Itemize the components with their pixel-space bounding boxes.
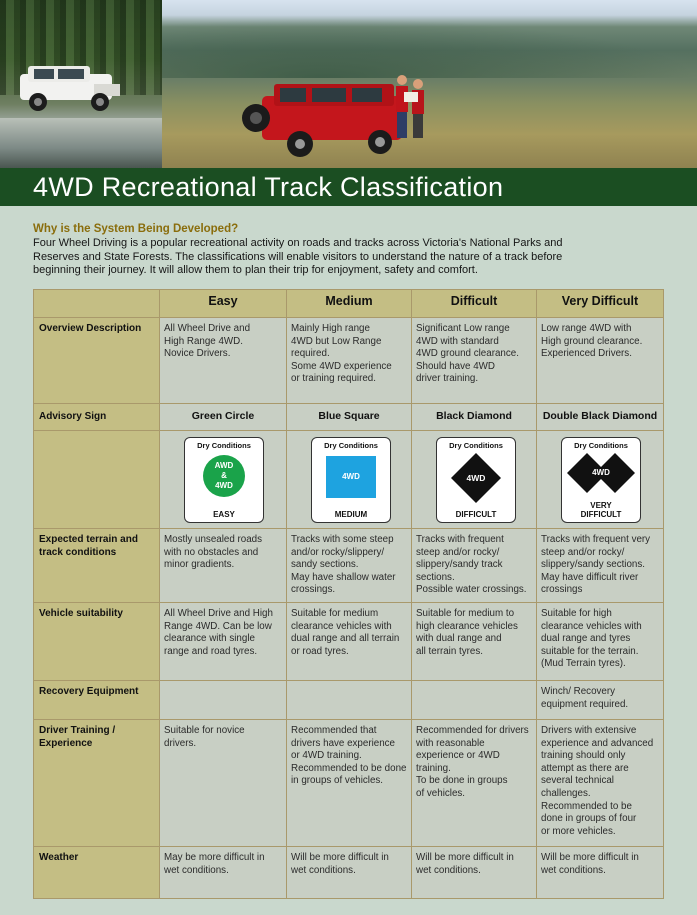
cell-line: equipment required.	[541, 698, 629, 710]
cell-training-medium	[286, 719, 412, 847]
intro-line: Reserves and State Forests. The classifications will enable visitors to understand the nature of a track before	[33, 250, 563, 263]
cell-line: in groups of vehicles.	[291, 775, 384, 787]
cell-line: Significant Low range	[416, 323, 510, 334]
cell-line: Recommended for drivers	[416, 725, 529, 736]
cell-line: May be more difficult in	[164, 852, 265, 863]
cell-line: Tracks with frequent very	[541, 534, 651, 545]
cell-line: Will be more difficult in	[291, 852, 389, 863]
cell-line: To be done in groups	[416, 775, 508, 787]
row-label-training	[33, 719, 160, 847]
advisory-easy: Green Circle	[159, 403, 287, 431]
cell-line: high clearance vehicles	[416, 620, 518, 632]
cell-line: suitable for the terrain.	[541, 645, 639, 657]
cell-terrain-medium	[286, 528, 412, 603]
cell-text	[416, 323, 534, 386]
cell-line: Drivers with extensive	[541, 725, 637, 736]
cell-line: May have shallow water	[291, 571, 396, 583]
cell-line: Novice Drivers.	[164, 348, 231, 360]
cell-text	[291, 534, 409, 597]
cell-line: or road tyres.	[291, 645, 349, 657]
cell-overview-difficult	[411, 317, 537, 404]
cell-line: Suitable for medium to	[416, 608, 515, 619]
cell-line: clearance vehicles with	[291, 620, 392, 632]
white-4wd-illustration	[14, 62, 126, 114]
cell-line: sections.	[416, 571, 455, 583]
cell-training-difficult	[411, 719, 537, 847]
cell-training-very-difficult	[536, 719, 664, 847]
cell-line: steep and/or rocky/	[416, 546, 500, 558]
row-label-text: Vehicle suitability	[39, 608, 123, 619]
cell-line: All Wheel Drive and	[164, 323, 251, 334]
table-corner-cell	[33, 289, 160, 318]
cell-line: wet conditions.	[541, 864, 606, 876]
advisory-difficult: Black Diamond	[411, 403, 537, 431]
mountain-photo	[162, 0, 697, 168]
cell-line: Should have 4WD	[416, 360, 495, 372]
cell-line: wet conditions.	[164, 864, 229, 876]
cell-text	[541, 534, 661, 597]
header-photos	[0, 0, 697, 168]
cell-text	[164, 725, 284, 750]
row-label-overview	[33, 317, 160, 404]
cell-weather-very-difficult	[536, 846, 664, 899]
cell-line: Winch/ Recovery	[541, 686, 616, 697]
cell-text	[541, 725, 661, 838]
cell-line: of vehicles.	[416, 787, 466, 799]
cell-text	[291, 725, 409, 788]
cell-line: crossings.	[291, 584, 336, 596]
cell-line: Possible water crossings.	[416, 584, 527, 596]
cell-text	[291, 852, 409, 877]
cell-line: Some 4WD experience	[291, 360, 392, 372]
cell-weather-difficult	[411, 846, 537, 899]
cell-overview-very-difficult	[536, 317, 664, 404]
cell-text	[291, 323, 409, 386]
cell-line: Mainly High range	[291, 323, 370, 334]
row-label-weather	[33, 846, 160, 899]
cell-weather-medium	[286, 846, 412, 899]
cell-line: range and road tyres.	[164, 645, 258, 657]
cell-terrain-very-difficult	[536, 528, 664, 603]
cell-line: 4WD ground clearance.	[416, 348, 519, 360]
cell-text	[164, 323, 284, 361]
column-header-very-difficult: Very Difficult	[536, 289, 664, 318]
easy-sign: Dry Conditions AWD & 4WD EASY	[184, 437, 264, 523]
cell-line: training should only	[541, 750, 626, 762]
cell-line: Tracks with some steep	[291, 534, 394, 545]
cell-line: wet conditions.	[416, 864, 481, 876]
cell-line: Will be more difficult in	[541, 852, 639, 863]
cell-line: Recommended that	[291, 725, 377, 736]
cell-line: done in groups of four	[541, 813, 637, 825]
row-label-text: Expected terrain and track conditions	[39, 534, 138, 558]
row-label-text: Driver Training / Experience	[39, 725, 116, 749]
cell-text	[416, 725, 534, 801]
cell-vehicle-easy	[159, 602, 287, 681]
cell-line: steep and/or rocky/	[541, 546, 625, 558]
cell-line: (Mud Terrain tyres).	[541, 658, 626, 670]
cell-terrain-difficult	[411, 528, 537, 603]
cell-text	[541, 608, 661, 671]
row-label-recovery	[33, 680, 160, 720]
cell-line: dual range and tyres	[541, 633, 631, 645]
cell-line: required.	[291, 348, 330, 360]
section-heading: Why is the System Being Developed?	[33, 223, 239, 235]
sign-cell-medium	[286, 430, 412, 529]
cell-text	[541, 686, 661, 711]
cell-line: driver training.	[416, 373, 479, 385]
intro-paragraph	[33, 237, 663, 278]
cell-text	[164, 852, 284, 877]
cell-line: Will be more difficult in	[416, 852, 514, 863]
cell-line: wet conditions.	[291, 864, 356, 876]
cell-recovery-medium	[286, 680, 412, 720]
cell-line: all terrain tyres.	[416, 645, 483, 657]
cell-line: attempt as there are	[541, 762, 629, 774]
signs-label-cell	[33, 430, 160, 529]
column-header-easy: Easy	[159, 289, 287, 318]
cell-overview-medium	[286, 317, 412, 404]
cell-text	[416, 852, 534, 877]
very-difficult-sign: Dry Conditions 4WD VERY DIFFICULT	[561, 437, 641, 523]
row-label-text: Recovery Equipment	[39, 686, 139, 697]
cell-line: and/or rocky/slippery/	[291, 546, 385, 558]
cell-line: Recommended to be done	[291, 762, 407, 774]
cell-line: High ground clearance.	[541, 335, 643, 347]
cell-overview-easy	[159, 317, 287, 404]
cell-line: Range 4WD. Can be low	[164, 620, 272, 632]
cell-line: with dual range and	[416, 633, 502, 645]
cell-line: with reasonable	[416, 737, 485, 749]
intro-line: Four Wheel Driving is a popular recreational activity on roads and tracks across Victoria's National Parks and	[33, 237, 563, 249]
forest-photo	[0, 0, 162, 168]
cell-recovery-very-difficult	[536, 680, 664, 720]
cell-line: clearance vehicles with	[541, 620, 642, 632]
cell-line: slippery/sandy sections.	[541, 559, 646, 571]
blue-square-icon: 4WD	[326, 456, 376, 498]
cell-text	[541, 323, 661, 361]
cell-text	[541, 852, 661, 877]
red-4wd-illustration	[240, 78, 415, 164]
cell-line: Suitable for novice	[164, 725, 245, 736]
people-reading-map-illustration	[390, 72, 430, 142]
page-title: 4WD Recreational Track Classification	[33, 172, 504, 202]
row-label-text: Overview Description	[39, 323, 142, 334]
cell-line: drivers.	[164, 737, 197, 749]
advisory-medium: Blue Square	[286, 403, 412, 431]
cell-line: with no obstacles and	[164, 546, 259, 558]
cell-recovery-difficult	[411, 680, 537, 720]
cell-line: Recommended to be	[541, 800, 632, 812]
cell-line: training.	[416, 762, 451, 774]
cell-vehicle-difficult	[411, 602, 537, 681]
row-label-terrain	[33, 528, 160, 603]
cell-line: High Range 4WD.	[164, 335, 243, 347]
cell-line: or training required.	[291, 373, 376, 385]
cell-line: Suitable for high	[541, 608, 612, 619]
cell-line: slippery/sandy track	[416, 559, 503, 571]
difficult-sign: Dry Conditions 4WD DIFFICULT	[436, 437, 516, 523]
advisory-very-difficult: Double Black Diamond	[536, 403, 664, 431]
cell-line: or more vehicles.	[541, 825, 616, 837]
green-circle-icon: AWD & 4WD	[203, 455, 245, 497]
cell-line: experience and advanced	[541, 737, 654, 749]
cell-line: All Wheel Drive and High	[164, 608, 273, 619]
cell-line: experience or 4WD	[416, 750, 500, 762]
sign-cell-easy	[159, 430, 287, 529]
cell-line: challenges.	[541, 787, 591, 799]
cell-line: Mostly unsealed roads	[164, 534, 263, 545]
row-label-text: Weather	[39, 852, 79, 863]
column-header-medium: Medium	[286, 289, 412, 318]
cell-line: 4WD with standard	[416, 335, 499, 347]
cell-line: sandy sections.	[291, 559, 359, 571]
sign-cell-very-difficult	[536, 430, 664, 529]
cell-vehicle-very-difficult	[536, 602, 664, 681]
cell-vehicle-medium	[286, 602, 412, 681]
cell-line: clearance with single	[164, 633, 255, 645]
cell-line: minor gradients.	[164, 559, 235, 571]
classification-table	[33, 289, 664, 899]
cell-line: drivers have experience	[291, 737, 396, 749]
cell-line: May have difficult river	[541, 571, 639, 583]
cell-text	[416, 534, 534, 597]
cell-line: Suitable for medium	[291, 608, 379, 619]
cell-recovery-easy	[159, 680, 287, 720]
cell-text	[416, 608, 534, 658]
cell-line: dual range and all terrain	[291, 633, 400, 645]
row-label-advisory-sign: Advisory Sign	[33, 403, 160, 431]
cell-line: Low range 4WD with	[541, 323, 632, 334]
cell-terrain-easy	[159, 528, 287, 603]
cell-text	[164, 534, 284, 572]
cell-weather-easy	[159, 846, 287, 899]
cell-line: Experienced Drivers.	[541, 348, 632, 360]
cell-line: several technical	[541, 775, 614, 787]
cell-line: or 4WD training.	[291, 750, 362, 762]
cell-text	[291, 608, 409, 658]
row-label-vehicle	[33, 602, 160, 681]
sign-cell-difficult	[411, 430, 537, 529]
intro-line: beginning their journey. It will allow them to plan their trip for enjoyment, safety and comfort.	[33, 264, 478, 276]
cell-training-easy	[159, 719, 287, 847]
cell-line: 4WD but Low Range	[291, 335, 382, 347]
cell-text	[164, 608, 284, 658]
cell-line: Tracks with frequent	[416, 534, 504, 545]
cell-line: crossings	[541, 584, 583, 596]
medium-sign: Dry Conditions 4WD MEDIUM	[311, 437, 391, 523]
column-header-difficult: Difficult	[411, 289, 537, 318]
